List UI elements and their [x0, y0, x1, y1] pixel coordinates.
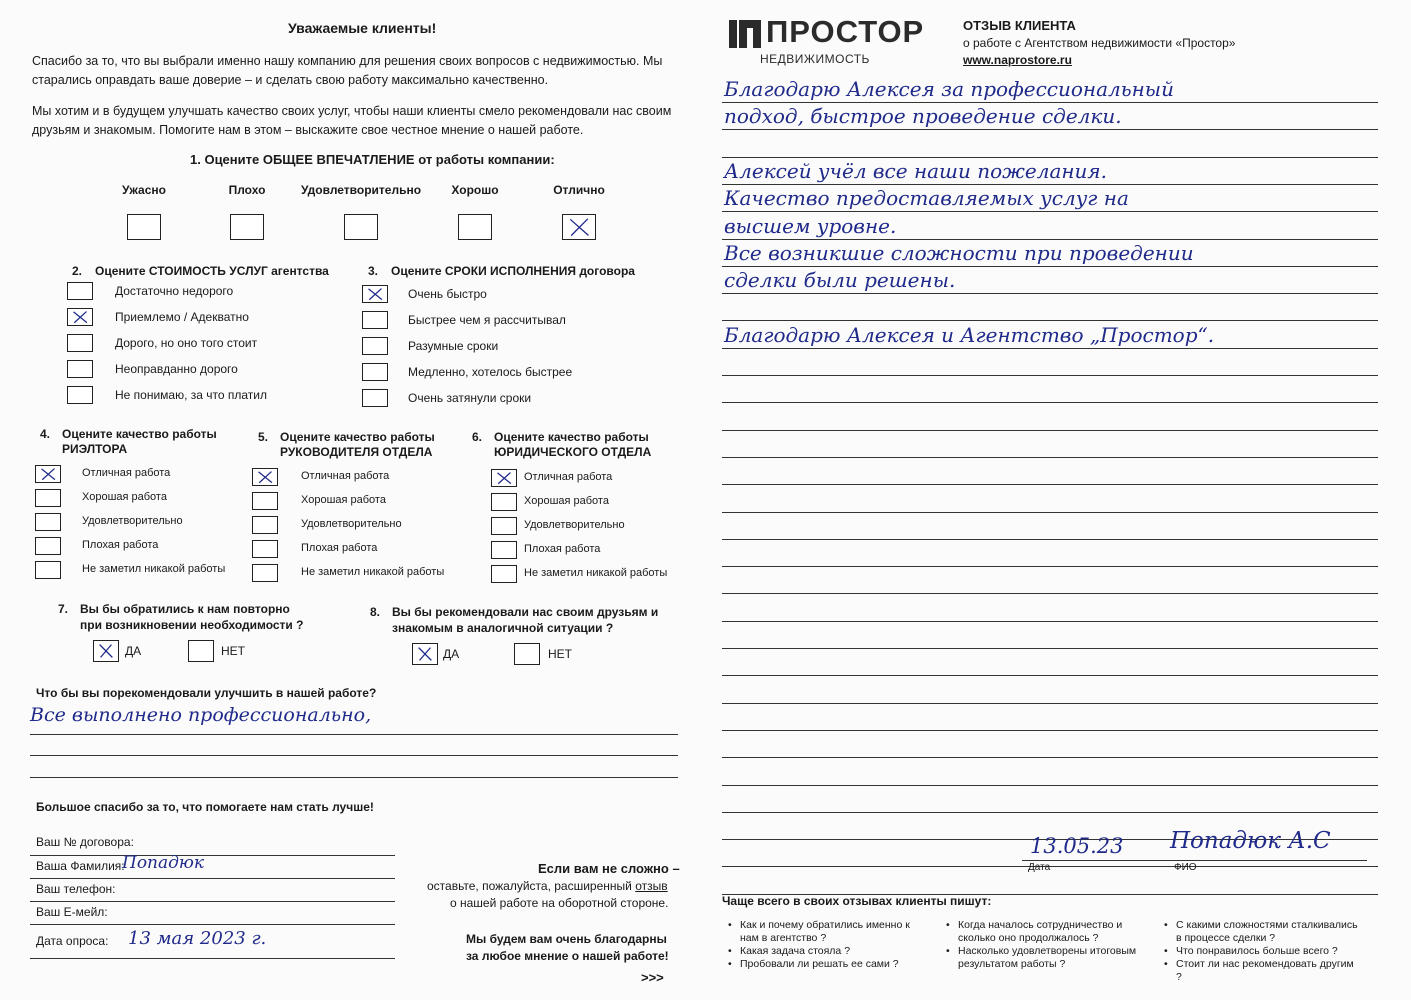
q3-option-checkbox[interactable] [362, 337, 388, 355]
q5-subject: РУКОВОДИТЕЛЯ ОТДЕЛА [280, 445, 433, 459]
q2-option-checkbox[interactable] [67, 282, 93, 300]
q7-title-2: при возникновении необходимости ? [80, 618, 304, 632]
q2-option-label: Приемлемо / Адекватно [115, 310, 249, 324]
q3-option-label: Очень затянули сроки [408, 391, 532, 405]
q3-option-label: Медленно, хотелось быстрее [408, 365, 573, 379]
review-ruled-line [722, 566, 1378, 567]
q1-option-label: Отлично [553, 183, 605, 197]
improve-question: Что бы вы порекомендовали улучшить в нашей работе? [36, 686, 377, 700]
review-ruled-line [722, 703, 1378, 704]
surname-line [30, 878, 395, 879]
survey-page [0, 0, 700, 1000]
q4-option-label: Не заметил никакой работы [82, 563, 226, 575]
review-handwritten-line[interactable]: Благодарю Алексея за профессиональный [724, 77, 1174, 101]
q8-yes-label: ДА [443, 647, 460, 661]
phone-label: Ваш телефон: [36, 882, 116, 896]
review-header-subtitle: о работе с Агентством недвижимости «Простор» [963, 36, 1236, 50]
thanks-text: Большое спасибо за то, что помогаете нам стать лучше! [36, 800, 374, 814]
q6-number: 6. [472, 430, 483, 444]
q3-option-checkbox[interactable] [362, 285, 388, 303]
review-ruled-line [722, 730, 1378, 731]
q7-yes-checkbox[interactable] [93, 640, 119, 662]
review-ruled-line [722, 211, 1378, 212]
q5-option-label: Хорошая работа [301, 494, 386, 506]
logo-subtitle: НЕДВИЖИМОСТЬ [760, 52, 870, 66]
q5-check-mark [253, 469, 277, 485]
q2-option-checkbox[interactable] [67, 308, 93, 326]
review-ruled-line [722, 539, 1378, 540]
q8-number: 8. [370, 605, 381, 619]
review-ruled-line [722, 129, 1378, 130]
q2-check-mark [68, 309, 92, 325]
q6-option-checkbox[interactable] [491, 469, 517, 487]
footer-tip-item: • Какая задача стояла ? [740, 945, 930, 958]
review-handwritten-line[interactable]: высшем уровне. [724, 214, 897, 238]
intro-paragraph-1: Спасибо за то, что вы выбрали именно нашу компанию для решения своих вопросов с недвижимостью. Мы старались оправдать ваше доверие – и сделать свою работу максимально качественно. [32, 54, 663, 87]
q1-option-checkbox[interactable] [562, 214, 596, 240]
review-page [700, 0, 1411, 1000]
q4-check-mark [36, 466, 60, 482]
contract-line [30, 855, 395, 856]
review-handwritten-line[interactable]: подход, быстрое проведение сделки. [724, 104, 1122, 128]
q2-option-label: Достаточно недорого [115, 284, 234, 298]
review-ruled-line [722, 157, 1378, 158]
name-caption: ФИО [1174, 862, 1197, 873]
q1-option-label: Хорошо [451, 183, 499, 197]
q5-number: 5. [258, 430, 269, 444]
review-ruled-line [722, 266, 1378, 267]
review-ruled-line [722, 184, 1378, 185]
review-ruled-line [722, 785, 1378, 786]
reverse-prompt-text [427, 879, 668, 893]
q2-option-checkbox[interactable] [67, 334, 93, 352]
footer-tip-item: • Как и почему обратились именно к нам в агентство ? [740, 919, 930, 945]
q7-yes-label: ДА [125, 644, 142, 658]
review-ruled-line [722, 675, 1378, 676]
q3-option-checkbox[interactable] [362, 363, 388, 381]
signature-line [1022, 860, 1367, 861]
q4-number: 4. [40, 427, 51, 441]
review-website-link[interactable]: www.naprostore.ru [963, 53, 1072, 67]
signature-name[interactable]: Попадюк А.С [1170, 828, 1331, 854]
q4-option-checkbox[interactable] [35, 465, 61, 483]
q3-number: 3. [368, 264, 379, 278]
q6-option-checkbox[interactable] [491, 565, 517, 583]
review-ruled-line [722, 102, 1378, 103]
q3-option-label: Разумные сроки [408, 339, 499, 353]
review-ruled-line [722, 593, 1378, 594]
q6-option-label: Хорошая работа [524, 495, 609, 507]
footer-tip-item: • Стоит ли нас рекомендовать другим ? [1176, 958, 1362, 984]
footer-title: Чаще всего в своих отзывах клиенты пишут: [722, 894, 992, 908]
q7-yes-check-mark [94, 641, 118, 661]
q1-check-mark [563, 215, 595, 239]
q3-option-checkbox[interactable] [362, 311, 388, 329]
review-ruled-line [722, 812, 1378, 813]
q2-option-label: Не понимаю, за что платил [115, 388, 268, 402]
q5-title: Оцените качество работы [280, 430, 435, 444]
phone-line [30, 901, 395, 902]
q2-title: Оцените СТОИМОСТЬ УСЛУГ агентства [95, 264, 329, 278]
q4-option-checkbox[interactable] [35, 537, 61, 555]
review-handwritten-line[interactable]: Качество предоставляемых услуг на [724, 186, 1129, 210]
q1-option-checkbox[interactable] [344, 214, 378, 240]
q8-no-checkbox[interactable] [514, 643, 540, 665]
q2-number: 2. [72, 264, 83, 278]
review-handwritten-line[interactable]: Все возникшие сложности при проведении [724, 241, 1194, 265]
q5-option-checkbox[interactable] [252, 492, 278, 510]
q6-option-checkbox[interactable] [491, 493, 517, 511]
q4-option-label: Плохая работа [82, 539, 159, 551]
q8-yes-check-mark [413, 644, 437, 664]
improve-line-2 [30, 755, 678, 756]
q7-no-label: НЕТ [221, 644, 245, 658]
grateful-text-1: Мы будем вам очень благодарны [466, 932, 667, 946]
q3-check-mark [363, 286, 387, 302]
q4-option-checkbox[interactable] [35, 489, 61, 507]
review-ruled-line [722, 757, 1378, 758]
q2-option-label: Дорого, но оно того стоит [115, 336, 258, 350]
date-line [30, 958, 395, 959]
review-header-title: ОТЗЫВ КЛИЕНТА [963, 18, 1076, 33]
review-ruled-line [722, 621, 1378, 622]
review-handwritten-line[interactable]: Алексей учёл все наши пожелания. [724, 159, 1108, 183]
footer-tip-item: • Когда началось сотрудничество и сколько оно продолжалось ? [958, 919, 1150, 945]
intro-paragraph-2: Мы хотим и в будущем улучшать качество своих услуг, чтобы наши клиенты смело рекомендовали нас своим друзьям и знакомым. Помогите нам в этом – выскажите свое честное мнение о нашей работе. [32, 104, 672, 137]
footer-tip-item: • С какими сложностями сталкивались в процессе сделки ? [1176, 919, 1362, 945]
review-ruled-line [722, 239, 1378, 240]
q6-option-label: Плохая работа [524, 543, 601, 555]
q4-option-checkbox[interactable] [35, 513, 61, 531]
q8-title-2: знакомым в аналогичной ситуации ? [392, 621, 614, 635]
q5-option-label: Отличная работа [301, 470, 390, 482]
reverse-prompt-text-main: оставьте, пожалуйста, расширенный [427, 879, 632, 893]
date-caption: Дата [1028, 862, 1051, 873]
q5-option-checkbox[interactable] [252, 516, 278, 534]
q3-option-label: Быстрее чем я рассчитывал [408, 313, 566, 327]
q2-option-checkbox[interactable] [67, 386, 93, 404]
q1-title: 1. Оцените ОБЩЕЕ ВПЕЧАТЛЕНИЕ от работы компании: [190, 152, 555, 167]
review-ruled-line [722, 457, 1378, 458]
footer-tip-item: • Что понравилось больше всего ? [1176, 945, 1362, 958]
review-ruled-line [722, 375, 1378, 376]
footer-tip-item: • Насколько удовлетворены итоговым результатом работы ? [958, 945, 1150, 971]
q3-option-checkbox[interactable] [362, 389, 388, 407]
q6-option-checkbox[interactable] [491, 541, 517, 559]
review-ruled-line [722, 348, 1378, 349]
q1-option-label: Удовлетворительно [300, 183, 422, 197]
q2-option-checkbox[interactable] [67, 360, 93, 378]
footer-tip-item: • Пробовали ли решать ее сами ? [740, 958, 930, 971]
review-ruled-line [722, 648, 1378, 649]
surname-value[interactable]: Попадюк [122, 853, 205, 873]
q4-subject: РИЭЛТОРА [62, 442, 128, 456]
q1-option-checkbox[interactable] [458, 214, 492, 240]
contract-label: Ваш № договора: [36, 835, 134, 849]
q6-option-checkbox[interactable] [491, 517, 517, 535]
q7-number: 7. [58, 602, 69, 616]
email-line [30, 924, 395, 925]
review-ruled-line [722, 402, 1378, 403]
review-handwritten-line[interactable]: Благодарю Алексея и Агентство „Простор“. [724, 323, 1215, 347]
q5-option-checkbox[interactable] [252, 468, 278, 486]
page-title: Уважаемые клиенты! [288, 20, 437, 36]
review-ruled-line [722, 484, 1378, 485]
improve-line-3 [30, 777, 678, 778]
review-ruled-line [722, 430, 1378, 431]
reverse-prompt-heading: Если вам не сложно – [538, 861, 680, 876]
q4-option-label: Хорошая работа [82, 491, 167, 503]
q4-option-label: Отличная работа [82, 467, 171, 479]
prostor-logo-icon [728, 16, 762, 50]
q6-option-label: Отличная работа [524, 471, 613, 483]
q5-option-label: Удовлетворительно [301, 518, 402, 530]
q1-option-checkbox[interactable] [127, 214, 161, 240]
improve-line-1 [30, 734, 678, 735]
q8-title: Вы бы рекомендовали нас своим друзьям и [392, 605, 659, 619]
reverse-prompt-text-2: о нашей работе на оборотной стороне. [450, 896, 669, 910]
q8-no-label: НЕТ [548, 647, 572, 661]
q1-option-checkbox[interactable] [230, 214, 264, 240]
q6-option-label: Удовлетворительно [524, 519, 625, 531]
q5-option-checkbox[interactable] [252, 540, 278, 558]
q1-option-label: Ужасно [122, 183, 166, 197]
logo-name: ПРОСТОР [766, 14, 925, 49]
q6-subject: ЮРИДИЧЕСКОГО ОТДЕЛА [494, 445, 652, 459]
email-label: Ваш Е-мейл: [36, 905, 108, 919]
q6-check-mark [492, 470, 516, 486]
q8-yes-checkbox[interactable] [412, 643, 438, 665]
q4-option-label: Удовлетворительно [82, 515, 183, 527]
q1-option-label: Плохо [228, 183, 266, 197]
q5-option-label: Не заметил никакой работы [301, 566, 445, 578]
q5-option-checkbox[interactable] [252, 564, 278, 582]
q3-option-label: Очень быстро [408, 287, 487, 301]
q2-option-label: Неоправданно дорого [115, 362, 238, 376]
signature-date[interactable]: 13.05.23 [1030, 834, 1124, 858]
q3-title: Оцените СРОКИ ИСПОЛНЕНИЯ договора [391, 264, 635, 278]
q5-option-label: Плохая работа [301, 542, 378, 554]
q4-option-checkbox[interactable] [35, 561, 61, 579]
review-handwritten-line[interactable]: сделки были решены. [724, 268, 956, 292]
surname-label: Ваша Фамилия: [36, 859, 125, 873]
next-page-arrows[interactable]: >>> [641, 970, 664, 985]
review-ruled-line [722, 512, 1378, 513]
date-value[interactable]: 13 мая 2023 г. [128, 928, 267, 949]
q7-title: Вы бы обратились к нам повторно [80, 602, 290, 616]
improve-answer[interactable]: Все выполнено профессионально, [30, 704, 372, 726]
review-ruled-line [722, 293, 1378, 294]
q7-no-checkbox[interactable] [188, 640, 214, 662]
q4-title: Оцените качество работы [62, 427, 217, 441]
date-label: Дата опроса: [36, 934, 109, 948]
review-ruled-line [722, 320, 1378, 321]
q6-title: Оцените качество работы [494, 430, 649, 444]
reverse-review-link[interactable]: отзыв [635, 879, 668, 893]
q6-option-label: Не заметил никакой работы [524, 567, 668, 579]
grateful-text-2: за любое мнение о нашей работе! [466, 949, 669, 963]
